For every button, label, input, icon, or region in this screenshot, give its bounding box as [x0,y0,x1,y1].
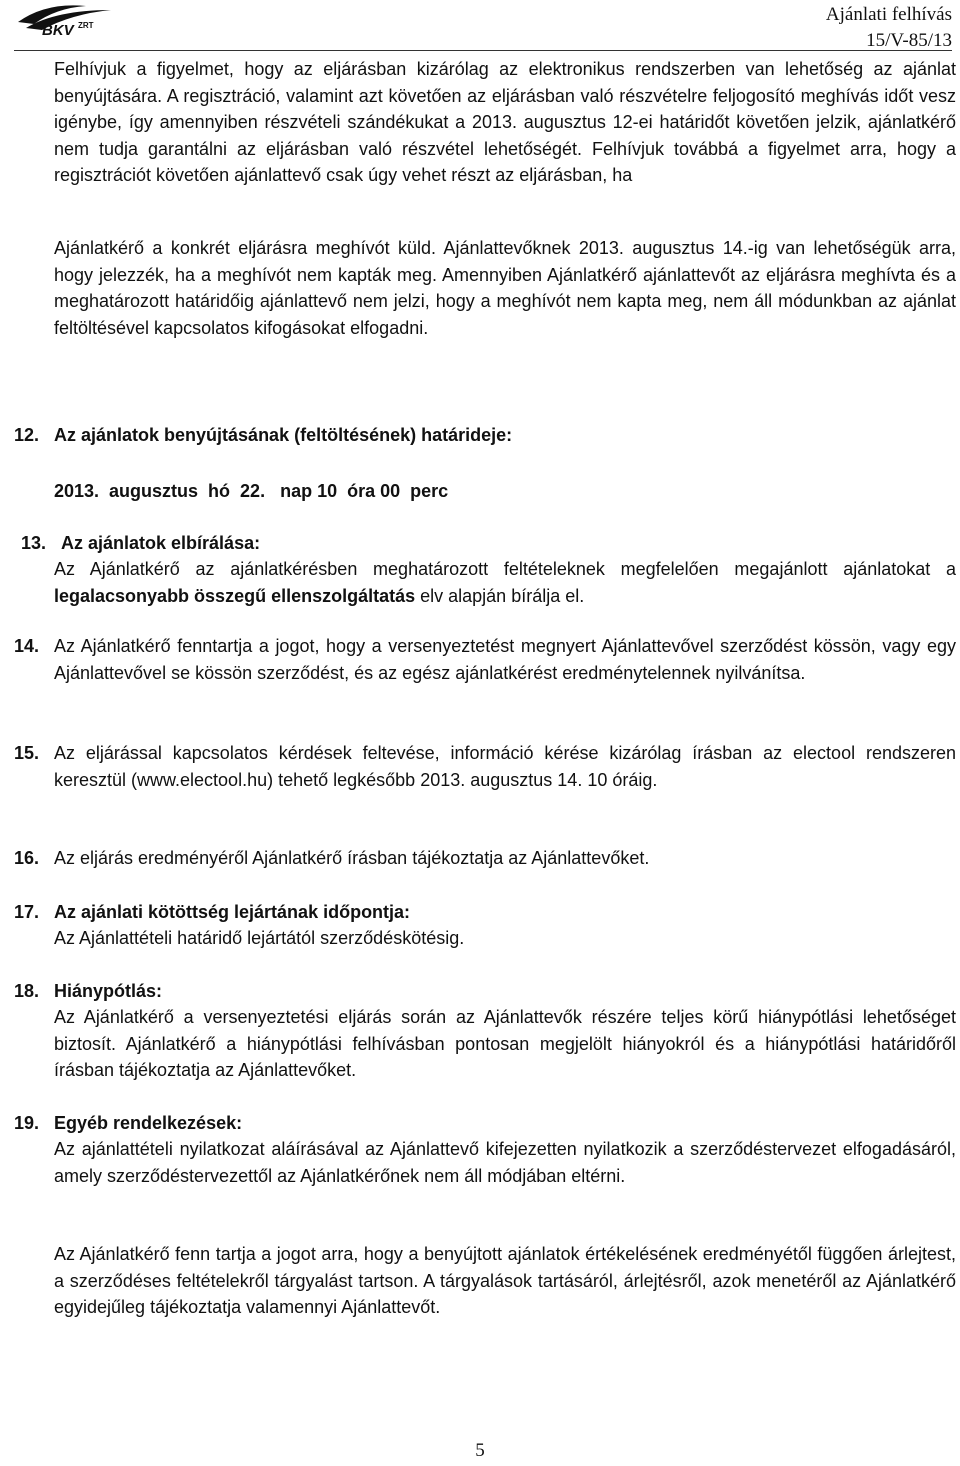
svg-text:BKV: BKV [42,22,74,38]
section-13-title: Az ajánlatok elbírálása: [61,533,261,553]
section-12-title: Az ajánlatok benyújtásának (feltöltésének) határideje: [54,425,513,445]
section-15-text: Az eljárással kapcsolatos kérdések feltevése, információ kérése kizárólag írásban az electool rendszeren keresztül (www.electool.hu) tehető legkésőbb 2013. augusztus 14. 10 óráig. [54,743,956,790]
page-number: 5 [475,1440,485,1461]
section-18-number: 18. [14,981,40,1001]
section-16-number: 16. [14,848,40,868]
doc-title: Ajánlati felhívás [825,4,952,25]
header-meta [826,2,952,54]
header-divider [14,50,952,51]
bkv-logo [16,0,131,38]
doc-reference: 15/V-85/13 [866,30,952,51]
svg-text:ZRT: ZRT [78,21,94,30]
section-12-number: 12. [14,425,40,445]
submission-deadline: 2013. augusztus hó 22. nap 10 óra 00 perc [54,481,449,501]
intro-paragraph-1: Felhívjuk a figyelmet, hogy az eljárásban kizárólag az elektronikus rendszerben van lehetőség az ajánlat benyújtására. A regisztráció, valamint azt követően az eljárásban való részvételre feljogosító meghívás időt vesz igénybe, így amennyiben részvételi szándékukat a 2013. augusztus 12-ei határidőt követően jelzik, ajánlatkérő nem tudja garantálni az eljárásban való részvétel lehetőségét. Felhívjuk továbbá a figyelmet arra, hogy a regisztrációt követően ajánlattevő csak úgy vehet részt az eljárásban, ha [54,59,956,185]
section-17-title: Az ajánlati kötöttség lejártának időpontja: [54,902,411,922]
section-13-text-start: Az Ajánlatkérő az ajánlatkérésben meghatározott feltételeknek megfelelően megajánlott ajánlatokat a [54,559,956,579]
section-14-number: 14. [14,636,40,656]
section-16-text: Az eljárás eredményéről Ajánlatkérő írásban tájékoztatja az Ajánlattevőket. [54,848,650,868]
section-17-text: Az Ajánlattételi határidő lejártától szerződéskötésig. [54,928,465,948]
section-13-text [54,556,956,609]
section-13-emphasis: legalacsonyabb összegű ellenszolgáltatás [54,585,416,606]
section-15-number: 15. [14,743,40,763]
section-17-number: 17. [14,902,40,922]
section-14-text: Az Ajánlatkérő fenntartja a jogot, hogy a versenyeztetést megnyert Ajánlattevővel szerződést kössön, vagy egy Ajánlattevővel se kössön szerződést, és az egész ajánlatkérést eredménytelennek nyilvánítsa. [54,636,956,683]
section-18-text: Az Ajánlatkérő a versenyeztetési eljárás során az Ajánlattevők részére teljes körű hiánypótlási lehetőséget biztosít. Ajánlatkérő a hiánypótlási felhívásban pontosan megjelölt hiányokról és a hiánypótlási határidőről írásban tájékoztatja az Ajánlattevőket. [54,1007,956,1080]
section-19-number: 19. [14,1113,40,1133]
section-19-text-2: Az Ajánlatkérő fenn tartja a jogot arra, hogy a benyújtott ajánlatok értékelésének eredményétől függően árlejtest, a szerződéses feltételekről tárgyalást tartson. A tárgyalások tartásáról, árlejtésről, azok menetéről az Ajánlatkérő egyidejűleg tájékoztatja valamennyi Ajánlattevőt. [54,1244,956,1317]
section-18-title: Hiánypótlás: [54,981,163,1001]
section-19-title: Egyéb rendelkezések: [54,1113,243,1133]
section-13-text-end: elv alapján bírálja el. [415,585,585,606]
section-13-number: 13. [21,533,47,553]
section-19-text-1: Az ajánlattételi nyilatkozat aláírásával az Ajánlattevő kifejezetten nyilatkozik a szerződéstervezet elfogadásáról, amely szerződéstervezettől az Ajánlatkérőnek nem áll módjában eltérni. [54,1139,956,1186]
intro-paragraph-2: Ajánlatkérő a konkrét eljárásra meghívót küld. Ajánlattevőknek 2013. augusztus 14.-ig van lehetőségük arra, hogy jelezzék, ha a meghívót nem kapták meg. Amennyiben Ajánlatkérő ajánlattevőt az eljárásra meghívta és a meghatározott határidőig ajánlattevő nem jelzi, hogy a meghívót nem kapta meg, nem áll módunkban az ajánlat feltöltésével kapcsolatos kifogásokat elfogadni. [54,238,956,338]
